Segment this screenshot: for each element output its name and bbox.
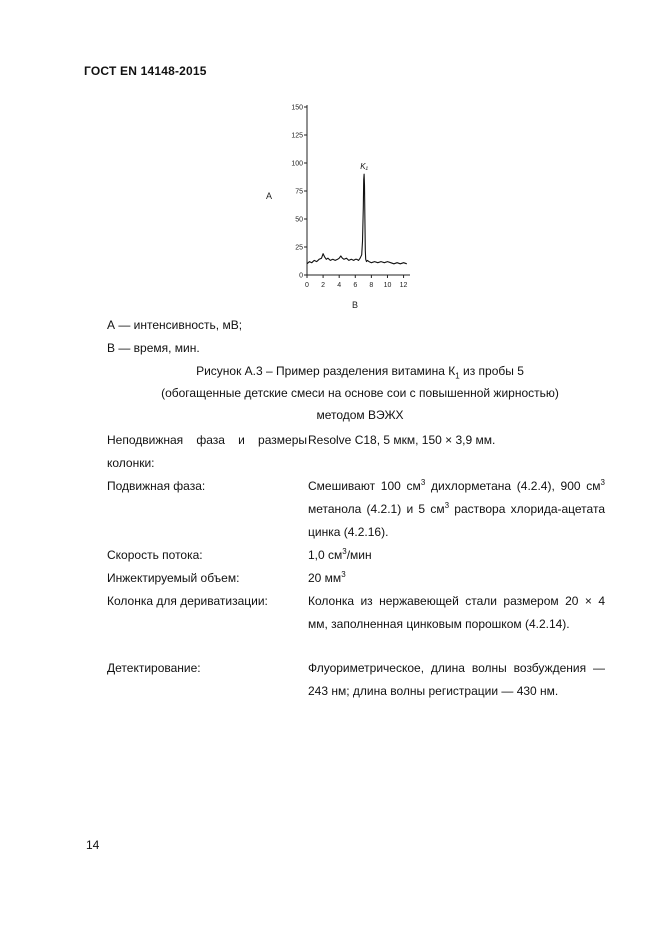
y-axis-title: A (265, 191, 273, 201)
chart-plot-area (266, 105, 410, 311)
derivatization-column-label: Колонка для дериватизации: (107, 594, 268, 608)
document-code-header: ГОСТ EN 14148-2015 (84, 64, 207, 78)
x-tick-label: 10 (383, 282, 392, 289)
mobile-phase-text-b: дихлорметана (4.2.4), 900 см (425, 479, 601, 493)
y-tick-label: 125 (291, 132, 303, 140)
stationary-phase-label-2: колонки: (107, 456, 155, 470)
mobile-phase-text-a: Смешивают 100 см (308, 479, 421, 493)
detection-value: Флуориметрическое, длина волны возбуждения — 243 нм; длина волны регистрации — 430 нм. (308, 661, 605, 698)
x-tick-label: 2 (321, 282, 326, 289)
flow-rate-text-a: 1,0 см (308, 548, 343, 562)
x-tick-label: 8 (369, 282, 374, 289)
sup-3: 3 (341, 570, 346, 579)
legend-b: В — время, мин. (107, 341, 200, 355)
flow-rate-text-b: /мин (346, 548, 372, 562)
figure-caption-title (100, 360, 620, 382)
chromatogram-chart (255, 95, 425, 315)
injection-volume-text: 20 мм (308, 571, 342, 585)
flow-rate-value (308, 544, 605, 567)
legend-a: А — интенсивность, мВ; (107, 318, 243, 332)
x-tick-label: 12 (399, 282, 408, 289)
detection-label: Детектирование: (107, 661, 201, 675)
sup-3: 3 (420, 478, 426, 487)
y-tick-label: 25 (295, 244, 303, 252)
figure-caption-line2: (обогащенные детские смеси на основе сои с повышенной жирностью) (161, 386, 559, 400)
injection-volume-label: Инжектируемый объем: (107, 571, 240, 585)
stationary-phase-value: Resolve C18, 5 мкм, 150 × 3,9 мм. (308, 433, 496, 447)
caption-title-post: из пробы 5 (459, 364, 524, 378)
y-tick-label: 0 (299, 272, 303, 280)
derivatization-column-value: Колонка из нержавеющей стали размером 20 × 4 мм, заполненная цинковым порошком (4.2.14). (308, 594, 605, 631)
injection-volume-value (308, 567, 605, 590)
y-tick-label: 75 (295, 188, 303, 196)
x-axis-title: B (351, 300, 359, 310)
sup-3: 3 (342, 547, 347, 556)
sup-3: 3 (444, 501, 450, 510)
y-tick-label: 50 (295, 216, 303, 224)
flow-rate-label: Скорость потока: (107, 548, 203, 562)
caption-title-pre: Рисунок А.3 – Пример разделения витамина К (196, 364, 456, 378)
x-tick-label: 0 (305, 282, 309, 289)
page-number: 14 (86, 838, 100, 852)
peak-label-k1: K₁ (360, 162, 369, 172)
x-tick-label: 4 (337, 282, 342, 289)
sup-3: 3 (600, 478, 605, 487)
mobile-phase-text-d: раствора хлорида-ацетата цинка (4.2.16). (308, 502, 605, 539)
y-tick-label: 150 (291, 104, 303, 112)
caption-title-sub: 1 (455, 371, 460, 381)
figure-caption-line3: методом ВЭЖХ (316, 408, 404, 422)
y-tick-label: 100 (291, 160, 303, 168)
x-tick-label: 6 (353, 282, 358, 289)
chromatogram-series-line (307, 174, 407, 264)
mobile-phase-value (308, 475, 605, 544)
mobile-phase-text-c: метанола (4.2.1) и 5 см (308, 502, 445, 516)
stationary-phase-label-1: Неподвижная фаза и размеры (107, 433, 307, 447)
mobile-phase-label: Подвижная фаза: (107, 479, 206, 493)
